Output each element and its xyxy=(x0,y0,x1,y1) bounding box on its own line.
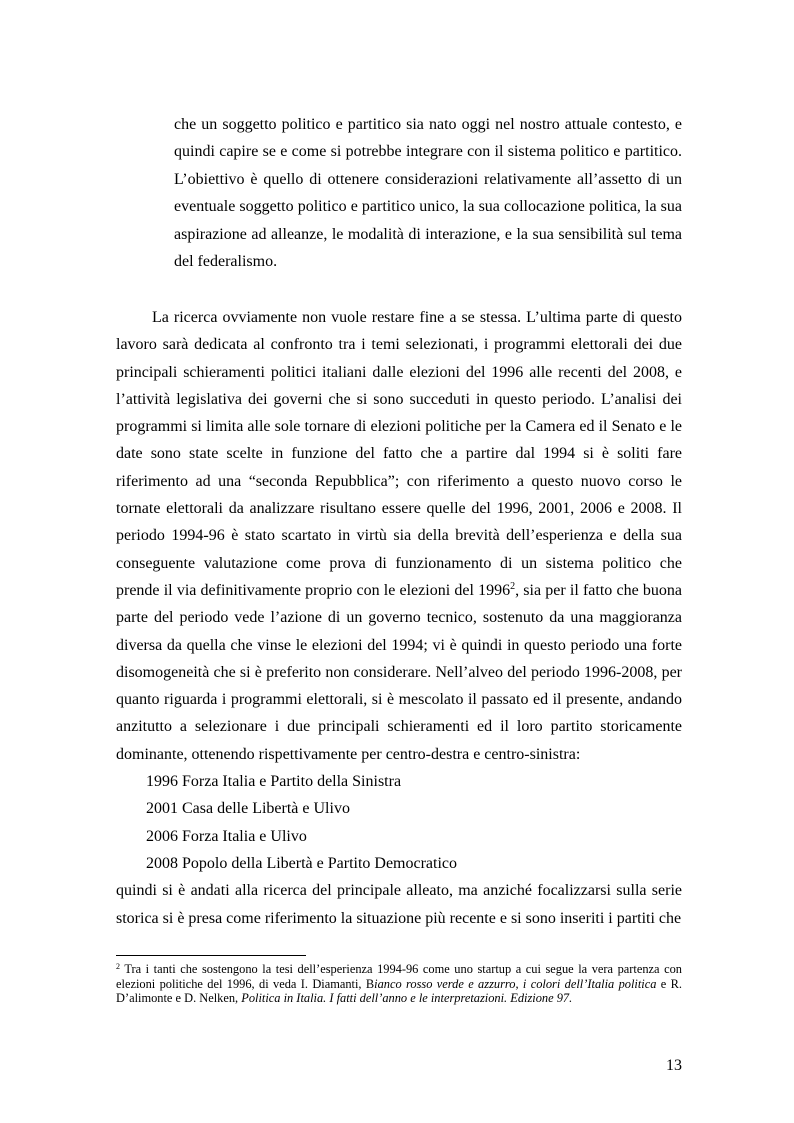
election-item: 2001 Casa delle Libertà e Ulivo xyxy=(146,800,350,818)
footnote-title-diamanti: ianco rosso verde e azzurro, i colori dell’Italia politica xyxy=(374,976,657,991)
paragraph-text-before-ref: La ricerca ovviamente non vuole restare fine a se stessa. L’ultima parte di questo lavoro sarà dedicata al confronto tra i temi selezionati, i programmi elettorali dei due principali schieramenti politici italiani dalle elezioni del 1996 alle recenti del 2008, e l’attività legislativa dei governi che si sono succeduti in questo periodo. L’analisi dei programmi si limita alle sole tornare di elezioni politiche per la Camera ed il Senato e le date sono state scelte in funzione del fatto che a partire dal 1994 si è soliti fare riferimento ad una “seconda Repubblica”; con riferimento a questo nuovo corso le tornate elettorali da analizzare risultano essere quelle del 1996, 2001, 2006 e 2008. Il periodo 1994-96 è stato scartato in virtù sia della brevità dell’esperienza e della sua conseguente valutazione come prova di funzionamento di un sistema politico che prende il via definitivamente proprio con le elezioni del 1996 xyxy=(116,309,682,599)
main-body xyxy=(116,304,682,932)
page-number: 13 xyxy=(666,1057,682,1074)
body-paragraph xyxy=(116,304,682,768)
paragraph-text-after-ref: , sia per il fatto che buona parte del periodo vede l’azione di un governo tecnico, sostenuto da una maggioranza diversa da quella che vinse le elezioni del 1994; vi è quindi in questo periodo una forte disomogeneità che si è preferito non considerare. Nell’alveo del periodo 1996-2008, per quanto riguarda i programmi elettorali, si è mescolato il passato ed il presente, andando anzitutto a selezionare i due principali schieramenti ed il loro partito storicamente dominante, ottenendo rispettivamente per centro-destra e centro-sinistra: xyxy=(116,581,683,763)
footnote xyxy=(116,962,682,1006)
footnote-reference[interactable]: 2 xyxy=(510,580,516,592)
election-item: 2006 Forza Italia e Ulivo xyxy=(146,827,307,845)
footnote-text: Tra i tanti che sostengono la tesi dell’esperienza 1994-96 come uno startup a cui segue la vera partenza con elezioni politiche del 1996, di veda I. Diamanti, B xyxy=(116,962,682,991)
election-item: 2008 Popolo della Libertà e Partito Democratico xyxy=(146,854,458,872)
election-item: 1996 Forza Italia e Partito della Sinistra xyxy=(146,773,402,791)
footnote-text-continued: e R. D’alimonte e D. Nelken, xyxy=(116,976,683,1006)
indented-paragraph: che un soggetto politico e partitico sia nato oggi nel nostro attuale contesto, e quindi capire se e come si potrebbe integrare con il sistema politico e partitico. L’obiettivo è quello di ottenere considerazioni relativamente all’assetto di un eventuale soggetto politico e partitico unico, la sua collocazione politica, la sua aspirazione ad alleanze, le modalità di interazione, e la sua sensibilità sul tema del federalismo. xyxy=(174,116,682,271)
election-list xyxy=(116,768,682,877)
footnote-title-dalimonte: Politica in Italia. I fatti dell’anno e le interpretazioni. Edizione 97. xyxy=(241,991,573,1006)
footnote-number: 2 xyxy=(116,962,120,971)
footnote-separator xyxy=(116,955,306,956)
continuation-paragraph: quindi si è andati alla ricerca del principale alleato, ma anziché focalizzarsi sulla serie storica si è presa come riferimento la situazione più recente e si sono inseriti i partiti che xyxy=(116,882,682,927)
